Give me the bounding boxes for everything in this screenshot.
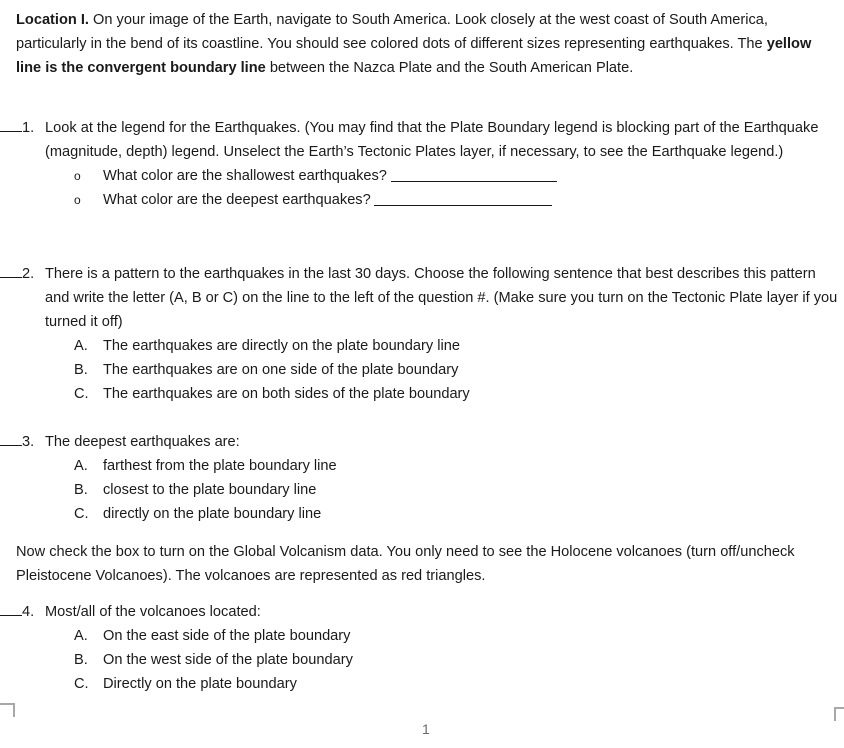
sub-question (74, 188, 844, 212)
location-label: Location I. (16, 12, 89, 28)
answer-blank-1[interactable] (0, 116, 22, 132)
option-list (74, 454, 844, 526)
option-text: Directly on the plate boundary (103, 676, 297, 692)
option-letter: C. (74, 386, 89, 402)
option-text: On the east side of the plate boundary (103, 628, 351, 644)
question-2 (0, 262, 844, 406)
intro-text-b: between the Nazca Plate and the South American Plate. (265, 60, 634, 76)
intro-paragraph (16, 8, 836, 80)
option-list (74, 624, 844, 696)
answer-blank-2[interactable] (0, 262, 22, 278)
option-letter: A. (74, 628, 88, 644)
bullet-icon: o (74, 193, 81, 207)
option-b (74, 478, 844, 502)
page-corner-mark-right (834, 707, 844, 721)
option-c (74, 382, 844, 406)
option-c (74, 502, 844, 526)
option-letter: B. (74, 652, 88, 668)
option-text: closest to the plate boundary line (103, 482, 317, 498)
option-text: On the west side of the plate boundary (103, 652, 353, 668)
question-number: 4. (22, 604, 35, 620)
option-b (74, 358, 844, 382)
option-letter: C. (74, 506, 89, 522)
option-letter: A. (74, 458, 88, 474)
option-b (74, 648, 844, 672)
option-text: The earthquakes are on both sides of the plate boundary (103, 386, 470, 402)
sub-question-text: What color are the deepest earthquakes? (103, 192, 371, 208)
intro-text-a: On your image of the Earth, navigate to South America. Look closely at the west coast of South America, particularly in the bend of its coastline. You should see colored dots of different sizes representing earthquakes. The (16, 12, 768, 52)
sub-question (74, 164, 844, 188)
sub-question-text: What color are the shallowest earthquakes? (103, 168, 387, 184)
option-a (74, 334, 844, 358)
page-number: 1 (422, 721, 430, 737)
answer-blank-4[interactable] (0, 600, 22, 616)
option-text: directly on the plate boundary line (103, 506, 322, 522)
option-letter: B. (74, 482, 88, 498)
option-text: The earthquakes are on one side of the plate boundary (103, 362, 459, 378)
option-letter: C. (74, 676, 89, 692)
option-c (74, 672, 844, 696)
question-text: The deepest earthquakes are: (45, 434, 240, 450)
question-text: Look at the legend for the Earthquakes. (You may find that the Plate Boundary legend is blocking part of the Earthquake (magnitude, depth) legend. Unselect the Earth’s Tectonic Plates layer, if necessary, to see the Earthquake legend.) (45, 120, 819, 160)
question-3 (0, 430, 844, 526)
sub-question-list (74, 164, 844, 212)
question-number: 1. (22, 120, 35, 136)
option-a (74, 624, 844, 648)
volcanism-paragraph: Now check the box to turn on the Global Volcanism data. You only need to see the Holocene volcanoes (turn off/uncheck Pleistocene Volcanoes). The volcanoes are represented as red triangles. (16, 544, 795, 584)
answer-blank-3[interactable] (0, 430, 22, 446)
option-text: farthest from the plate boundary line (103, 458, 337, 474)
option-a (74, 454, 844, 478)
shallowest-answer-line[interactable] (391, 164, 557, 182)
question-text: Most/all of the volcanoes located: (45, 604, 261, 620)
question-number: 2. (22, 266, 35, 282)
intro-bold-text: yellow line is the convergent boundary line (16, 36, 812, 76)
bullet-icon: o (74, 169, 81, 183)
question-4 (0, 600, 844, 696)
option-letter: A. (74, 338, 88, 354)
deepest-answer-line[interactable] (374, 188, 552, 206)
question-text: There is a pattern to the earthquakes in the last 30 days. Choose the following sentence that best describes this pattern and write the letter (A, B or C) on the line to the left of the question #. (Make sure you turn on the Tectonic Plate layer if you turned it off) (45, 266, 838, 330)
option-letter: B. (74, 362, 88, 378)
question-number: 3. (22, 434, 35, 450)
option-text: The earthquakes are directly on the plate boundary line (103, 338, 460, 354)
option-list (74, 334, 844, 406)
page-corner-mark-left (0, 703, 15, 717)
question-1 (0, 116, 844, 212)
